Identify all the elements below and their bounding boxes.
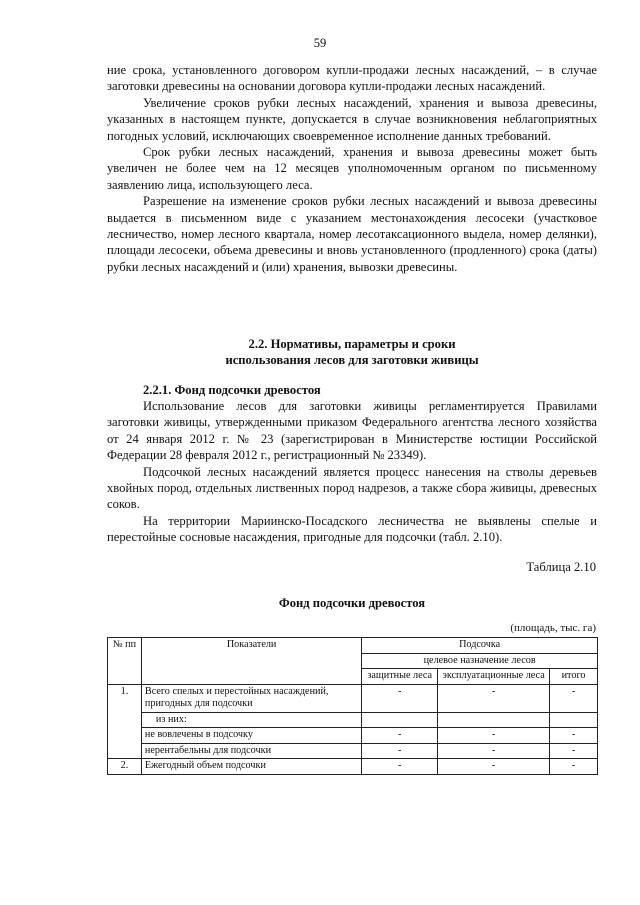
row-num <box>108 712 142 728</box>
header-group: Подсочка <box>362 638 598 654</box>
paragraph: ние срока, установленного договором купли-продажи лесных насаждений, – в случае заготовки древесины на основании договора купли-продажи лесных насаждений. <box>107 63 597 94</box>
row-num: 2. <box>108 759 142 775</box>
header-num: № пп <box>108 638 142 685</box>
row-value: - <box>550 743 598 759</box>
table-row <box>108 712 598 728</box>
paragraph: Увеличение сроков рубки лесных насаждений, хранения и вывоза древесины, указанных в настоящем пункте, допускается в случае возникновения неблагоприятных погодных условий, исключающих своевременное исполнение данных требований. <box>107 95 597 143</box>
row-value <box>550 712 598 728</box>
table-row <box>108 759 598 775</box>
paragraph: Использование лесов для заготовки живицы регламентируется Правилами заготовки живицы, утвержденными приказом Федерального агентства лесного хозяйства от 24 января 2012 г. № 23 (зарегистрирован в Министерстве юстиции Российской Федерации 28 февраля 2012 г., регистрационный № 23349). <box>107 399 597 463</box>
row-num <box>108 728 142 744</box>
row-value: - <box>438 684 550 712</box>
body-text-top <box>107 62 597 275</box>
header-total: итого <box>550 669 598 685</box>
row-label: Всего спелых и перестойных насаждений, пригодных для подсочки <box>141 684 361 712</box>
row-value <box>362 712 438 728</box>
paragraph: Подсочкой лесных насаждений является процесс нанесения на стволы деревьев хвойных пород, отдельных лиственных пород надрезов, а также сбора живицы, древесных соков. <box>107 464 597 512</box>
row-value: - <box>550 759 598 775</box>
row-num: 1. <box>108 684 142 712</box>
row-label: Ежегодный объем подсочки <box>141 759 361 775</box>
table-row <box>108 684 598 712</box>
paragraph: Срок рубки лесных насаждений, хранения и вывоза древесины может быть увеличен не более чем на 12 месяцев уполномоченным органом по письменному заявлению лица, использующего леса. <box>107 145 597 192</box>
paragraph: Разрешение на изменение сроков рубки лесных насаждений и вывоза древесины выдается в письменном виде с указанием местонахождения лесосеки (участковое лесничество, номер лесного квартала, номер лесотаксационного выдела, номер делянки), площади лесосеки, объема древесины и вновь установленного (продленного) срока (даты) рубки лесных насаждений и (или) хранения, вывозки древесины. <box>107 194 597 274</box>
table-label: Таблица 2.10 <box>526 560 596 574</box>
row-value: - <box>550 728 598 744</box>
paragraph: На территории Мариинско-Посадского лесничества не выявлены спелые и перестойные сосновые насаждения, пригодные для подсочки (табл. 2.10). <box>107 513 597 545</box>
table-unit: (площадь, тыс. га) <box>510 622 596 634</box>
header-subgroup: целевое назначение лесов <box>362 653 598 669</box>
section-title-line: использования лесов для заготовки живицы <box>225 353 479 368</box>
table-header-row <box>108 638 598 654</box>
row-label: нерентабельны для подсочки <box>141 743 361 759</box>
data-table <box>107 637 598 775</box>
row-num <box>108 743 142 759</box>
section-title-line: 2.2. Нормативы, параметры и сроки <box>248 337 456 351</box>
row-value: - <box>438 759 550 775</box>
table-row <box>108 728 598 744</box>
section-title <box>107 336 597 369</box>
row-value: - <box>550 684 598 712</box>
row-value: - <box>362 759 438 775</box>
table-row <box>108 743 598 759</box>
row-value: - <box>362 728 438 744</box>
subsection-title: 2.2.1. Фонд подсочки древостоя <box>143 383 321 397</box>
header-protective: защитные леса <box>362 669 438 685</box>
row-value: - <box>438 728 550 744</box>
row-value: - <box>362 743 438 759</box>
body-text-bottom <box>107 398 597 546</box>
header-exploitation: эксплуатационные леса <box>438 669 550 685</box>
row-value <box>438 712 550 728</box>
row-label: не вовлечены в подсочку <box>141 728 361 744</box>
header-indicators: Показатели <box>141 638 361 685</box>
row-value: - <box>438 743 550 759</box>
page-number: 59 <box>313 36 327 50</box>
row-label: из них: <box>141 712 361 728</box>
row-value: - <box>362 684 438 712</box>
table-title: Фонд подсочки древостоя <box>278 596 426 610</box>
